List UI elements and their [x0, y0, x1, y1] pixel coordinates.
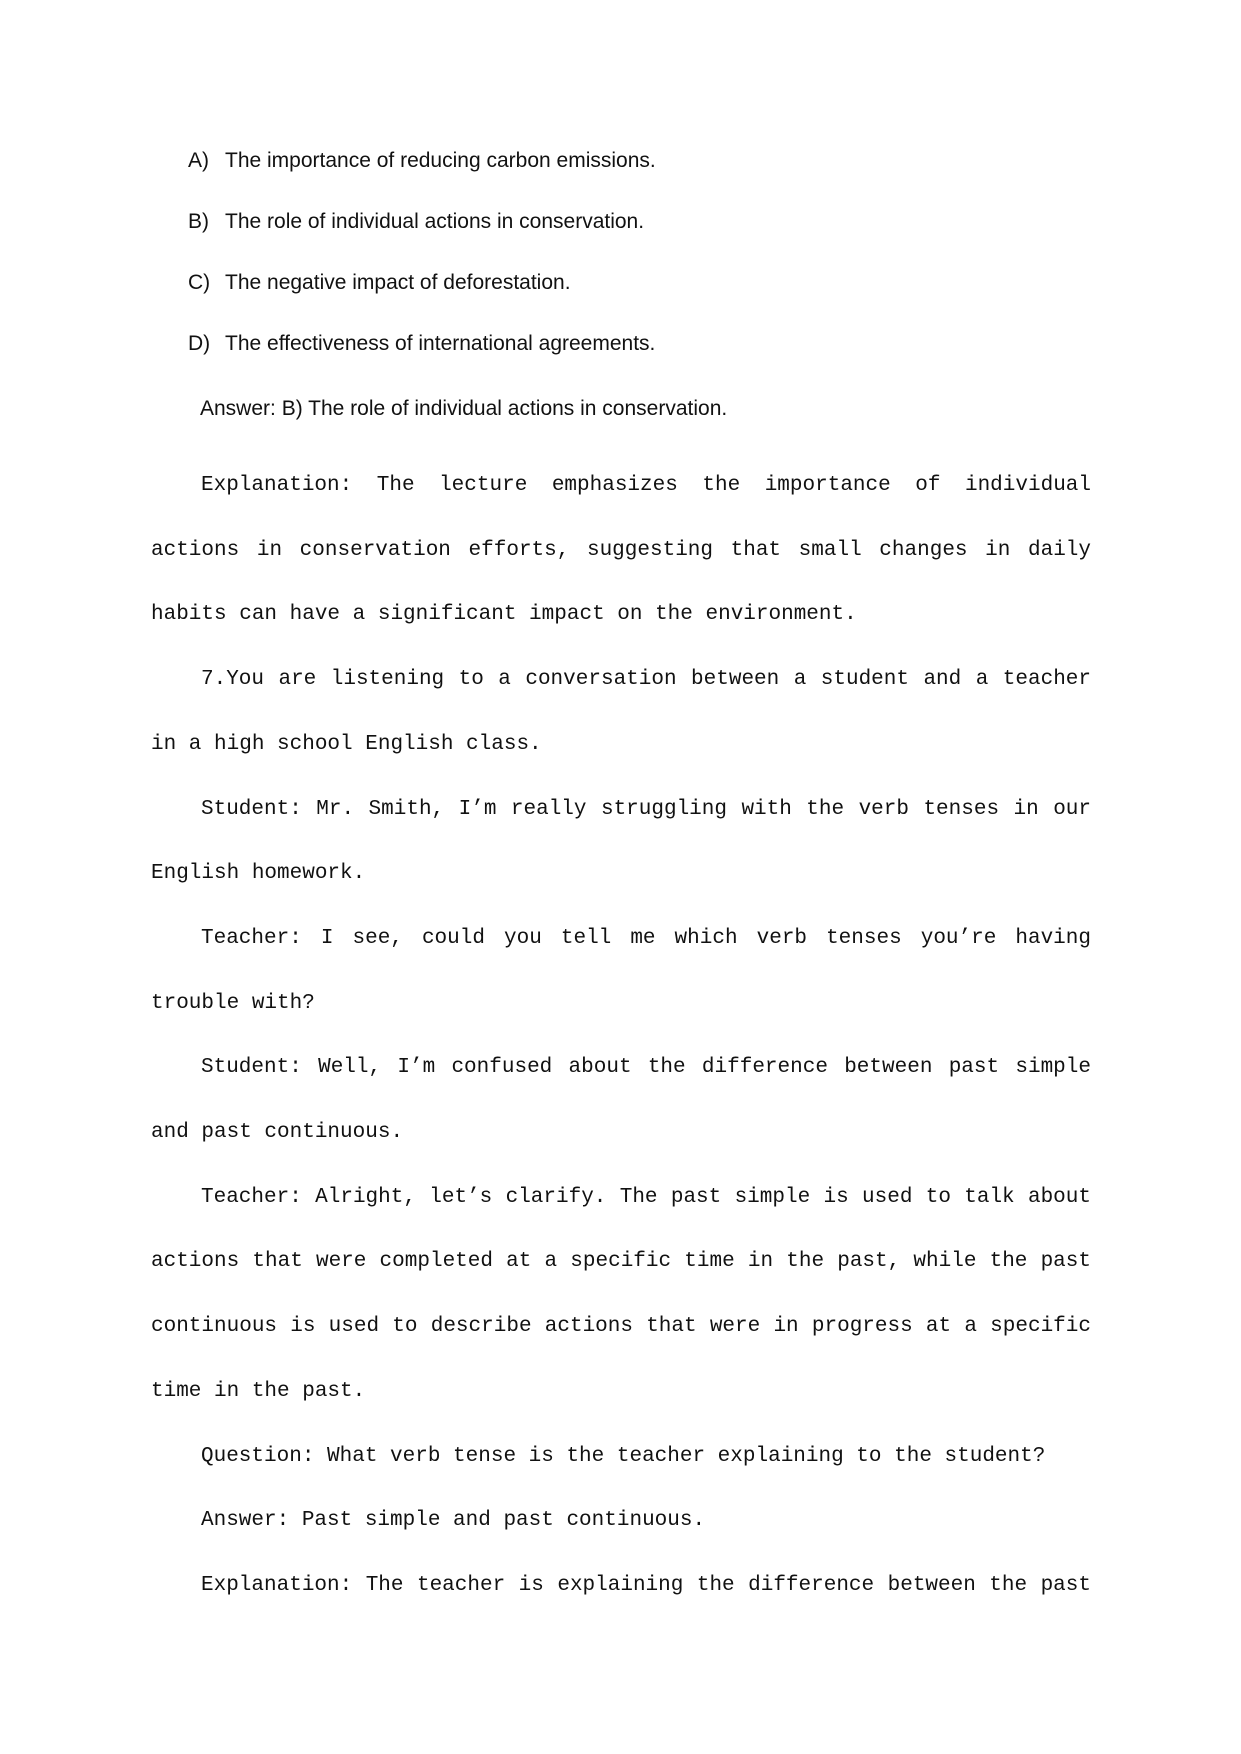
option-text: The negative impact of deforestation. [225, 271, 571, 294]
teacher-line: Teacher: I see, could you tell me which verb tenses you’re having trouble with? [151, 926, 1091, 1015]
answer-options [188, 148, 656, 392]
option-b [188, 209, 656, 270]
option-d [188, 331, 656, 392]
option-c [188, 270, 656, 331]
option-text: The importance of reducing carbon emissions. [225, 149, 656, 172]
answer-line: Answer: B) The role of individual actions in conservation. [200, 397, 728, 420]
answer-line-2: Answer: Past simple and past continuous. [201, 1509, 706, 1533]
option-a [188, 148, 656, 209]
teacher-line: Teacher: Alright, let’s clarify. The past simple is used to talk about actions that were completed at a specific time in the past, while the past continuous is used to describe actions that were in progress at a specific time in the past. [151, 1185, 1091, 1403]
question-line: Question: What verb tense is the teacher explaining to the student? [201, 1444, 1046, 1468]
student-line: Student: Mr. Smith, I’m really struggling with the verb tenses in our English homework. [151, 797, 1091, 886]
question-intro-paragraph: 7.You are listening to a conversation between a student and a teacher in a high school English class. [151, 668, 1091, 756]
option-text: The effectiveness of international agreements. [225, 332, 656, 355]
option-letter: D) [188, 332, 211, 355]
body-text [151, 454, 1091, 1619]
explanation-paragraph-2: Explanation: The teacher is explaining the difference between the past [201, 1573, 1091, 1597]
option-letter: B) [188, 210, 209, 233]
option-text: The role of individual actions in conservation. [225, 210, 645, 233]
option-letter: A) [188, 149, 209, 172]
student-line: Student: Well, I’m confused about the difference between past simple and past continuous. [151, 1056, 1091, 1145]
option-letter: C) [188, 271, 211, 294]
explanation-paragraph: Explanation: The lecture emphasizes the importance of individual actions in conservation efforts, suggesting that small changes in daily habits can have a significant impact on the environment. [151, 474, 1091, 627]
